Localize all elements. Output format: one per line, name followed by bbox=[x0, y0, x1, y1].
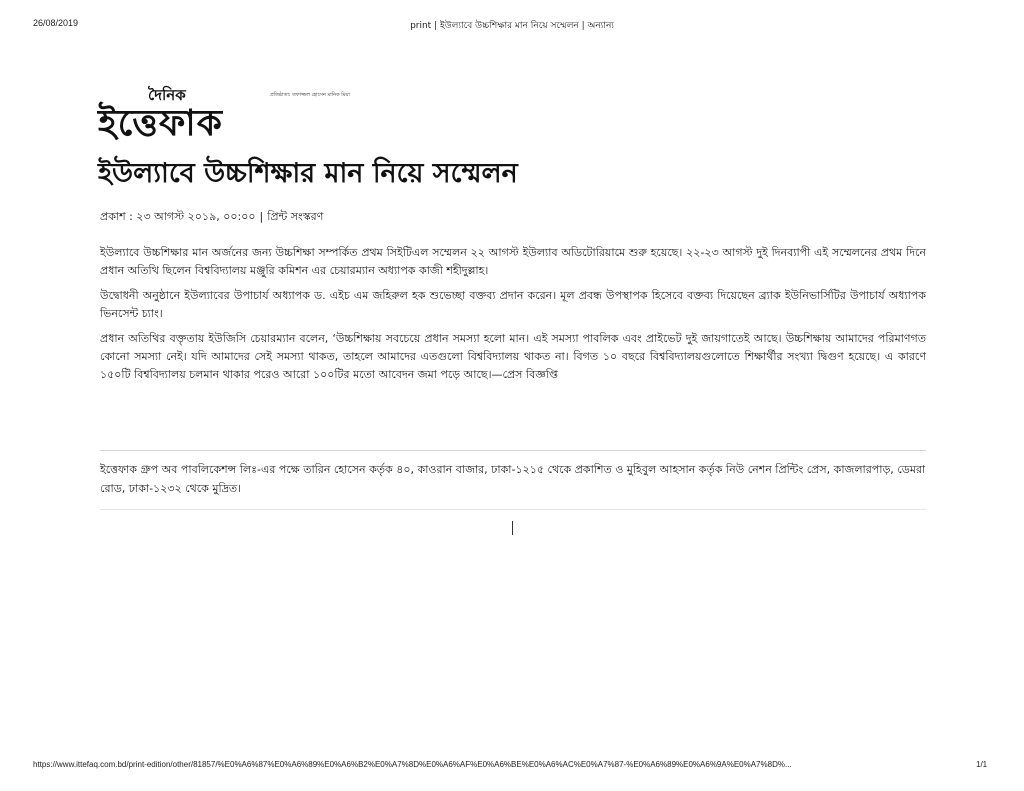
article-meta bbox=[100, 208, 323, 227]
footer-divider-top bbox=[100, 450, 926, 451]
print-page-title: print | ইউল্যাবে উচ্চশিক্ষার মান নিয়ে সম্মেলন | অন্যান্য bbox=[410, 21, 614, 31]
footer-divider-bottom bbox=[100, 509, 926, 510]
logo-name: ইত্তেফাক bbox=[98, 102, 223, 144]
article-body bbox=[100, 244, 926, 391]
print-url: https://www.ittefaq.com.bd/print-edition/other/81857/%E0%A6%87%E0%A6%89%E0%A6%B2%E0%A7%8D%E0%A6%AF%E0%A6%BE%E0%A6%AC%E0%A7%87-%E0%A6%89%E0%A6%9A%E0%A7%8D%... bbox=[33, 760, 792, 769]
meta-separator: | bbox=[259, 210, 264, 223]
article-paragraph: ইউল্যাবে উচ্চশিক্ষার মান অর্জনের জন্য উচ্চশিক্ষা সম্পর্কিত প্রথম সিইটিএল সম্মেলন ২২ আগস্ট ইউল্যাব অডিটোরিয়ামে শুরু হয়েছে। ২২-২৩ আগস্ট দুই দিনব্যাপী এই সম্মেলনের প্রথম দিনে প্রধান অতিথি ছিলেন বিশ্ববিদ্যালয় মঞ্জুরি কমিশন এর চেয়ারম্যান অধ্যাপক কাজী শহীদুল্লাহ। bbox=[100, 246, 926, 278]
publisher-imprint: ইত্তেফাক গ্রুপ অব পাবলিকেশন্স লিঃ-এর পক্ষে তারিন হোসেন কর্তৃক ৪০, কাওরান বাজার, ঢাকা-১২১৫ থেকে প্রকাশিত ও মুহিবুল আহসান কর্তৃক নিউ নেশন প্রিন্টিং প্রেস, কাজলারপাড়, ডেমরা রোড, ঢাকা-১২৩২ থেকে মুদ্রিত। bbox=[100, 463, 926, 496]
logo-tagline: প্রতিষ্ঠাতা: তফাজ্জল হোসেন মানিক মিয়া bbox=[270, 92, 350, 98]
article-paragraph: প্রধান অতিথির বক্তৃতায় ইউজিসি চেয়ারম্যান বলেন, ‘উচ্চশিক্ষায় সবচেয়ে প্রধান সমস্যা হলো মান। এই সমস্যা পাবলিক এবং প্রাইভেট দুই জায়গাতেই আছে। উচ্চশিক্ষায় আমাদের পরিমাণগত কোনো সমস্যা নেই। যদি আমাদের সেই সমস্যা থাকত, তাহলে আমাদের এতগুলো বিশ্ববিদ্যালয় থাকত না। বিগত ১০ বছরে বিশ্ববিদ্যালয়গুলোতে শিক্ষার্থীর সংখ্যা দ্বিগুণ হয়েছে। এ কারণে ১৫০টি বিশ্ববিদ্যালয় চলমান থাকার পরেও আরো ১০০টির মতো আবেদন জমা পড়ে আছে।—প্রেস বিজ্ঞপ্তি bbox=[100, 332, 926, 382]
newspaper-logo[interactable] bbox=[98, 84, 358, 146]
print-date: 26/08/2019 bbox=[33, 18, 79, 28]
print-edition-label: প্রিন্ট সংস্করণ bbox=[267, 210, 324, 223]
article-paragraph: উদ্বোধনী অনুষ্ঠানে ইউল্যাবের উপাচার্য অধ্যাপক ড. এইচ এম জহিরুল হক শুভেচ্ছা বক্তব্য প্রদান করেন। মূল প্রবন্ধ উপস্থাপক হিসেবে বক্তব্য দিয়েছেন ব্র্যাক ইউনিভার্সিটির উপাচার্য অধ্যাপক ভিনসেন্ট চ্যাং। bbox=[100, 289, 926, 321]
logo-daily-label: দৈনিক bbox=[148, 86, 186, 104]
separator-bar bbox=[512, 521, 513, 535]
published-date: প্রকাশ : ২৩ আগস্ট ২০১৯, ০০:০০ bbox=[100, 210, 256, 223]
print-page-number: 1/1 bbox=[976, 760, 988, 769]
article-headline: ইউল্যাবে উচ্চশিক্ষার মান নিয়ে সম্মেলন bbox=[98, 158, 518, 189]
